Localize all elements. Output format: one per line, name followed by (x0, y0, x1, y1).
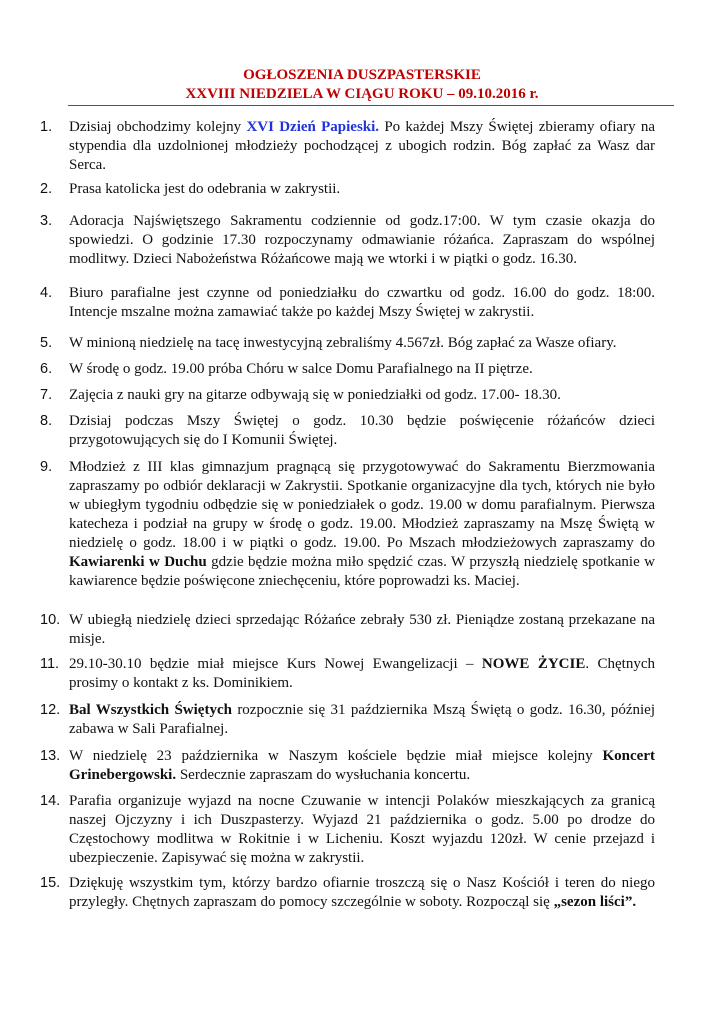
header-subtitle: XXVIII NIEDZIELA W CIĄGU ROKU – 09.10.2016 r. (185, 86, 539, 102)
item-number: 14. (40, 793, 61, 809)
item-number: 9. (40, 459, 53, 475)
item-text: Biuro parafialne jest czynne od poniedziałku do czwartku od godz. 16.00 do godz. 18:00. Intencje mszalne można zamawiać także po każdej Mszy Świętej w zakrystii. (69, 285, 655, 320)
item-text: Dziękuję wszystkim tym, którzy bardzo ofiarnie troszczą się o Nasz Kościół i teren do niego przyległy. Chętnych zapraszam do pomocy szczególnie w soboty. Rozpocząl się „sezon liści”. (69, 875, 655, 910)
page-header (0, 66, 724, 104)
item-number: 11. (40, 656, 60, 672)
item-text: W minioną niedzielę na tacę inwestycyjną zebraliśmy 4.567zł. Bóg zapłać za Wasze ofiary. (69, 335, 617, 351)
item-text: Bal Wszystkich Świętych rozpocznie się 31 października Mszą Świętą o godz. 16.30, później zabawa w Sali Parafialnej. (69, 702, 655, 737)
item-text: 29.10-30.10 będzie miał miejsce Kurs Nowej Ewangelizacji – NOWE ŻYCIE. Chętnych prosimy o kontakt z ks. Dominikiem. (69, 656, 655, 691)
item-number: 10. (40, 612, 61, 628)
item-number: 2. (40, 181, 53, 197)
item-text: W niedzielę 23 października w Naszym kościele będzie miał miejsce kolejny Koncert Grinebergowski. Serdecznie zapraszam do wysłuchania koncertu. (69, 748, 655, 783)
item-text: Adoracja Najświętszego Sakramentu codziennie od godz.17:00. W tym czasie okazja do spowiedzi. O godzinie 17.30 rozpoczynamy odmawianie różańca. Zapraszam do wspólnej modlitwy. Dzieci Nabożeństwa Różańcowe mają we wtorki i w piątki o godz. 16.30. (69, 213, 655, 267)
bold-text: Koncert Grinebergowski. (69, 748, 655, 783)
item-text: W środę o godz. 19.00 próba Chóru w salce Domu Parafialnego na II piętrze. (69, 361, 533, 377)
header-title: OGŁOSZENIA DUSZPASTERSKIE (243, 67, 481, 83)
item-text: Dzisiaj podczas Mszy Świętej o godz. 10.30 będzie poświęcenie różańców dzieci przygotowujących się do I Komunii Świętej. (69, 413, 655, 448)
item-number: 5. (40, 335, 53, 351)
bold-text: Kawiarenki w Duchu (69, 554, 207, 570)
item-number: 8. (40, 413, 53, 429)
item-number: 12. (40, 702, 61, 718)
bold-text: „sezon liści”. (553, 894, 637, 910)
item-text: Prasa katolicka jest do odebrania w zakrystii. (69, 181, 341, 197)
item-text: Parafia organizuje wyjazd na nocne Czuwanie w intencji Polaków mieszkających za granicą naszej Ojczyzny i ich Duszpasterzy. Wyjazd 21 października o godz. 5.00 po drodze do Częstochowy modlitwa w Rokitnie i w Licheniu. Koszt wyjazdu 120zł. W cenie przejazd i ubezpieczenie. Zapisywać się można w zakrystii. (69, 793, 655, 866)
header-divider (68, 105, 674, 106)
item-number: 6. (40, 361, 53, 377)
bold-text: NOWE ŻYCIE (481, 656, 586, 672)
item-number: 13. (40, 748, 61, 764)
item-text: Zajęcia z nauki gry na gitarze odbywają się w poniedziałki od godz. 17.00- 18.30. (69, 387, 561, 403)
highlight-text: XVI Dzień Papieski. (246, 119, 380, 135)
item-text: Dzisiaj obchodzimy kolejny XVI Dzień Papieski. Po każdej Mszy Świętej zbieramy ofiary na stypendia dla uzdolnionej młodzieży pochodzącej z ubogich rodzin. Bóg zapłać za Wasz dar Serca. (69, 119, 655, 173)
item-number: 15. (40, 875, 61, 891)
item-number: 7. (40, 387, 53, 403)
item-text: W ubiegłą niedzielę dzieci sprzedając Różańce zebrały 530 zł. Pieniądze zostaną przekazane na misje. (69, 612, 655, 647)
item-number: 4. (40, 285, 53, 301)
bold-text: Bal Wszystkich Świętych (69, 702, 232, 718)
item-number: 1. (40, 119, 53, 135)
item-text: Młodzież z III klas gimnazjum pragnącą się przygotowywać do Sakramentu Bierzmowania zapraszamy po odbiór deklaracji w Zakrystii. Spotkanie organizacyjne dla tych, których nie było w ubiegłym tygodniu odbędzie się w poniedziałek o godz. 19.00 w domu parafialnym. Pierwsza katecheza i podział na grupy w środę o godz. 19.00. Młodzież zapraszamy na Mszę Świętą w niedzielę o godz. 18.00 i w piątki o godz. 19.00. Po Mszach młodzieżowych zapraszamy do Kawiarenki w Duchu gdzie będzie można miło spędzić czas. W przyszłą niedzielę spotkanie w kawiarence będzie poświęcone zniechęceniu, które poprowadzi ks. Maciej. (69, 459, 655, 589)
item-number: 3. (40, 213, 53, 229)
